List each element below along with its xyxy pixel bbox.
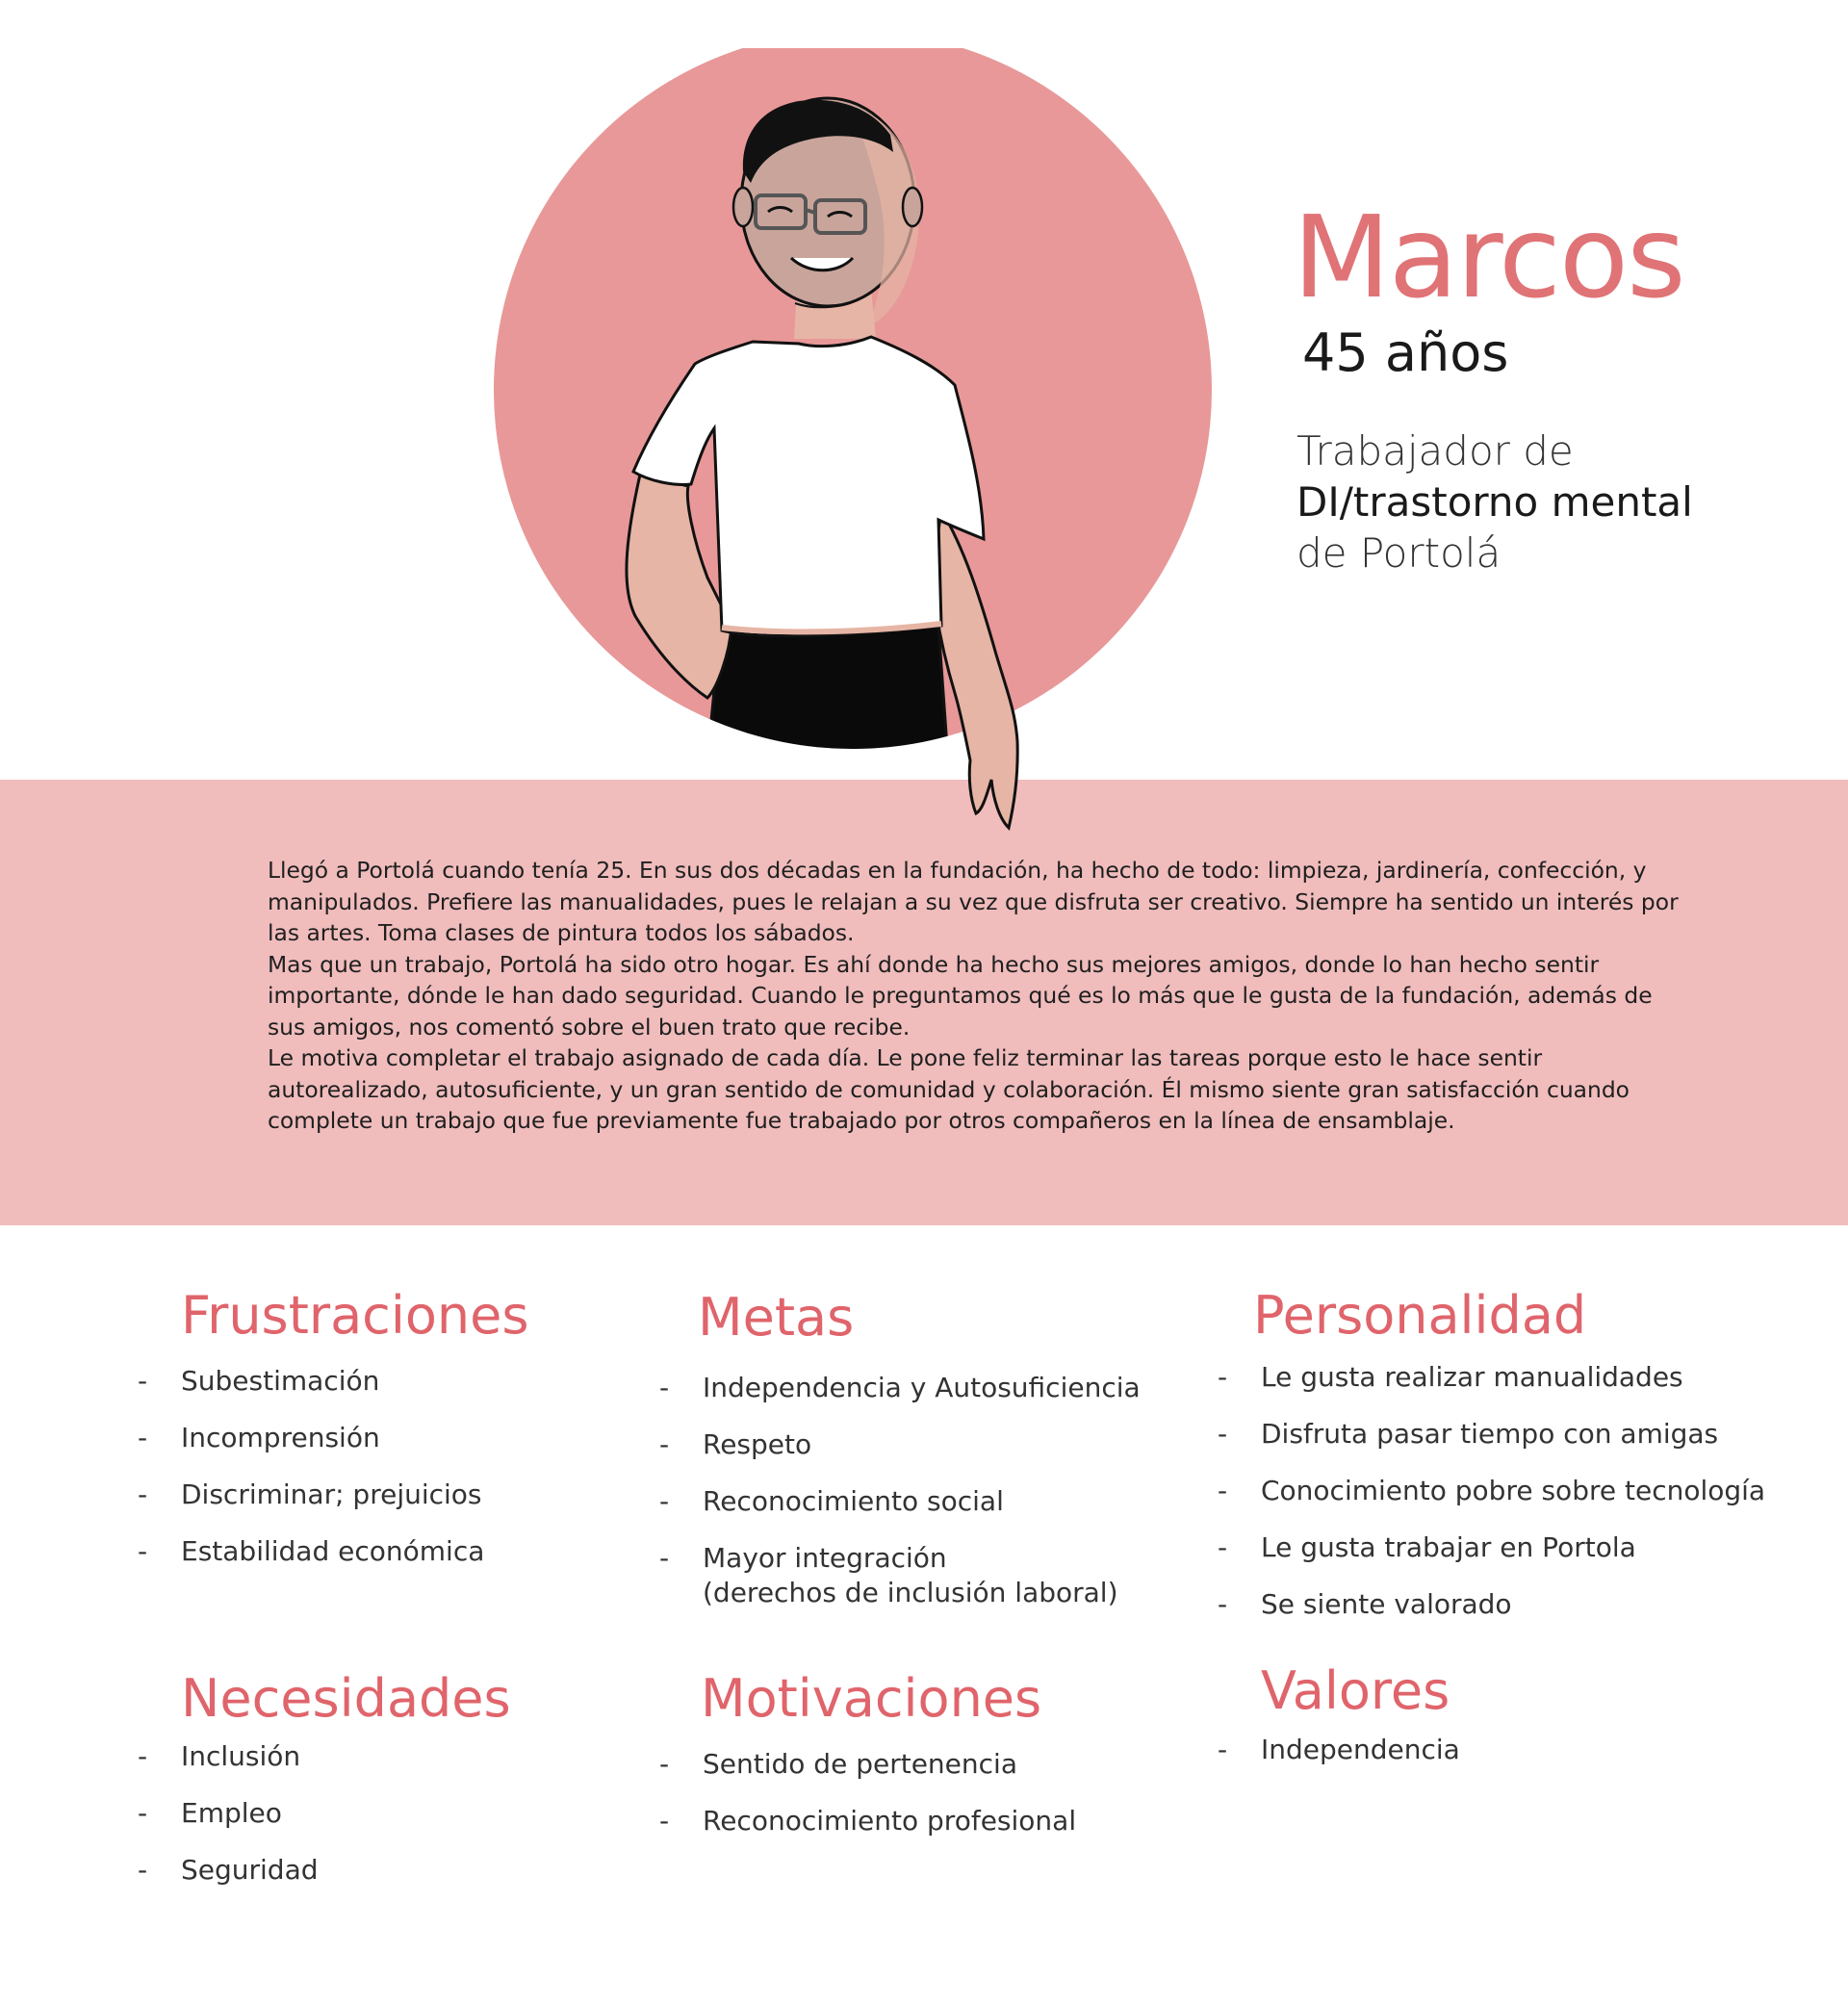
personalidad-title: Personalidad (1253, 1285, 1587, 1346)
bio-text (268, 855, 1692, 1137)
list-item: - Reconocimiento social (659, 1485, 1004, 1517)
list-item: - Reconocimiento profesional (659, 1805, 1077, 1837)
list-item: - Discriminar; prejuicios (138, 1478, 482, 1510)
bio-paragraph-2: Mas que un trabajo, Portolá ha sido otro hogar. Es ahí donde ha hecho sus mejores amigos, donde lo han hecho sentir importante, dónde le han dado seguridad. Cuando le preguntamos qué es lo más que le gusta de la fundación, además de sus amigos, nos comentó sobre el buen trato que recibe. (268, 950, 1653, 1041)
list-item: - Subestimación (138, 1365, 380, 1397)
role-line-1: Trabajador de (1296, 427, 1574, 475)
list-item: - Inclusión (138, 1740, 301, 1772)
role-line-2: DI/trastorno mental (1296, 478, 1693, 526)
list-item: - Empleo (138, 1797, 282, 1829)
persona-illustration (481, 48, 1251, 837)
frustraciones-title: Frustraciones (181, 1285, 529, 1346)
valores-title: Valores (1261, 1660, 1450, 1721)
list-item: - Le gusta realizar manualidades (1218, 1361, 1683, 1393)
list-item: - Estabilidad económica (138, 1535, 485, 1567)
metas-list (659, 1371, 1141, 1632)
list-item: - Sentido de pertenencia (659, 1748, 1017, 1780)
bio-paragraph-3: Le motiva completar el trabajo asignado de cada día. Le pone feliz terminar las tareas porque esto le hace sentir autorealizado, autosuficiente, y un gran sentido de comunidad y colaboración. Él mismo siente gran satisfacción cuando complete un trabajo que fue previamente fue trabajado por otros compañeros en la línea de ensamblaje. (268, 1044, 1630, 1134)
necesidades-list (138, 1739, 319, 1910)
bio-band (0, 780, 1848, 1225)
bio-paragraph-1: Llegó a Portolá cuando tenía 25. En sus dos décadas en la fundación, ha hecho de todo: limpieza, jardinería, confección, y manipulados. Prefiere las manualidades, pues le relajan a su vez que disfruta ser creativo. Siempre ha sentido un interés por las artes. Toma clases de pintura todos los sábados. (268, 857, 1679, 946)
metas-title: Metas (698, 1287, 855, 1348)
list-item: - Mayor integración (derechos de inclusión laboral) (659, 1542, 1118, 1608)
valores-list (1218, 1733, 1460, 1789)
list-item: - Disfruta pasar tiempo con amigas (1218, 1418, 1719, 1450)
role-line-3: de Portolá (1296, 529, 1502, 577)
persona-name: Marcos (1293, 191, 1684, 323)
motivaciones-list (659, 1747, 1076, 1861)
motivaciones-title: Motivaciones (701, 1668, 1042, 1729)
list-item: - Independencia y Autosuficiencia (659, 1372, 1141, 1403)
personalidad-list (1218, 1360, 1765, 1644)
list-item: - Se siente valorado (1218, 1588, 1512, 1620)
list-item: - Le gusta trabajar en Portola (1218, 1531, 1636, 1563)
list-item: - Conocimiento pobre sobre tecnología (1218, 1475, 1766, 1506)
list-item: - Incomprensión (138, 1422, 380, 1453)
list-item: - Respeto (659, 1428, 812, 1460)
persona-role (1296, 425, 1693, 578)
list-item: - Seguridad (138, 1854, 319, 1886)
persona-age: 45 años (1302, 322, 1509, 383)
necesidades-title: Necesidades (181, 1668, 511, 1729)
frustraciones-list (138, 1364, 484, 1591)
trousers (707, 626, 948, 760)
list-item: - Independencia (1218, 1734, 1460, 1765)
